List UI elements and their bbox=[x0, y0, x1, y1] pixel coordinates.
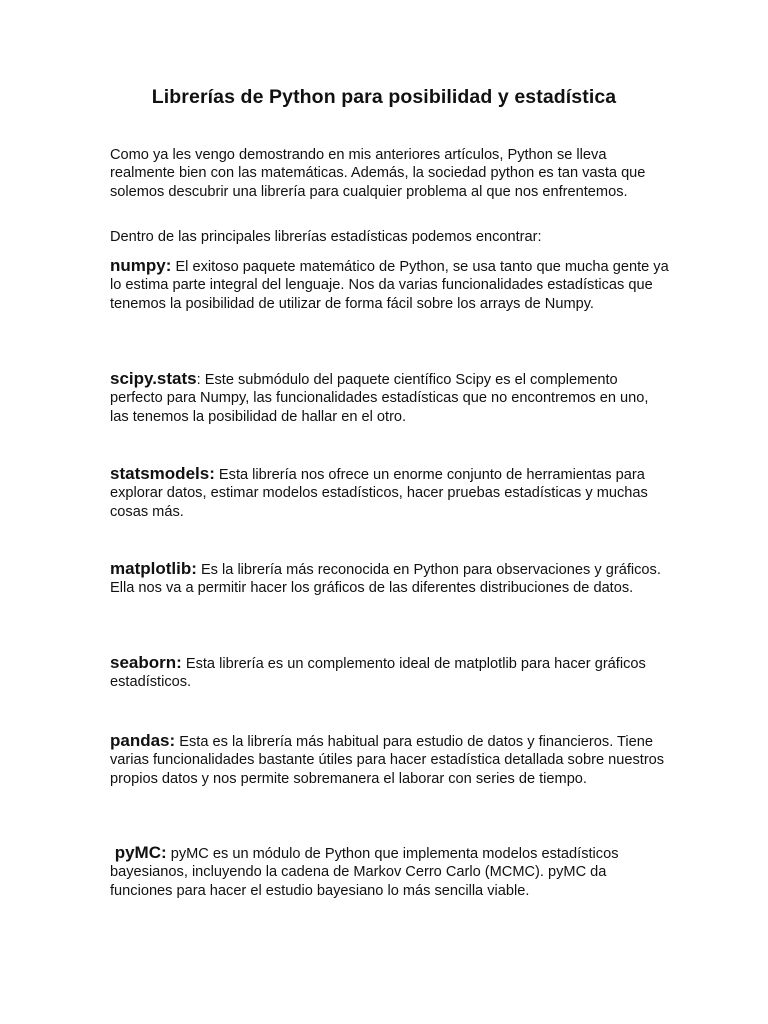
library-name-statsmodels: statsmodels: bbox=[110, 464, 215, 483]
library-name-scipy-stats: scipy.stats bbox=[110, 369, 197, 388]
library-name-pymc: pyMC: bbox=[110, 843, 167, 862]
library-entry-pandas bbox=[110, 732, 670, 788]
page-title: Librerías de Python para posibilidad y estadística bbox=[151, 86, 617, 108]
library-entry-matplotlib bbox=[110, 560, 670, 598]
library-name-pandas: pandas: bbox=[110, 731, 176, 750]
library-entry-pymc bbox=[110, 844, 670, 900]
library-description-statsmodels: Esta librería nos ofrece un enorme conjunto de herramientas para explorar datos, estimar modelos estadísticos, hacer pruebas estadísticas y muchas cosas más. bbox=[110, 467, 648, 520]
library-name-matplotlib: matplotlib: bbox=[110, 559, 197, 578]
library-entry-seaborn bbox=[110, 654, 670, 692]
library-name-numpy: numpy: bbox=[110, 256, 172, 275]
library-description-pandas: Esta es la librería más habitual para estudio de datos y financieros. Tiene varias funcionalidades bastante útiles para hacer estadística detallada sobre nuestros propios datos y nos permite sobremanera el laborar con series de tiempo. bbox=[110, 734, 665, 787]
library-name-seaborn: seaborn: bbox=[110, 653, 182, 672]
library-entry-scipy-stats bbox=[110, 370, 670, 426]
library-description-numpy: El exitoso paquete matemático de Python, se usa tanto que mucha gente ya lo estima parte integral del lenguaje. Nos da varias funcionalidades estadísticas que tenemos la posibilidad de utilizar de forma fácil sobre los arrays de Numpy. bbox=[110, 259, 669, 312]
intro-paragraph-2: Dentro de las principales librerías estadísticas podemos encontrar: bbox=[110, 229, 542, 245]
library-description-matplotlib: Es la librería más reconocida en Python para observaciones y gráficos. Ella nos va a permitir hacer los gráficos de las diferentes distribuciones de datos. bbox=[110, 562, 661, 597]
library-description-seaborn: Esta librería es un complemento ideal de matplotlib para hacer gráficos estadísticos. bbox=[110, 656, 646, 691]
library-description-scipy-stats: : Este submódulo del paquete científico Scipy es el complemento perfecto para Numpy, las funcionalidades estadísticas que no encontremos en uno, las tenemos la posibilidad de hallar en el otro. bbox=[110, 372, 649, 425]
library-entry-statsmodels bbox=[110, 465, 670, 521]
library-entry-numpy bbox=[110, 257, 670, 313]
intro-paragraph: Como ya les vengo demostrando en mis anteriores artículos, Python se lleva realmente bien con las matemáticas. Además, la sociedad python es tan vasta que solemos descubrir una librería para cualquier problema al que nos enfrentemos. bbox=[110, 147, 646, 200]
library-description-pymc: pyMC es un módulo de Python que implementa modelos estadísticos bayesianos, incluyendo la cadena de Markov Cerro Carlo (MCMC). pyMC da funciones para hacer el estudio bayesiano lo más sencilla viable. bbox=[110, 846, 619, 899]
